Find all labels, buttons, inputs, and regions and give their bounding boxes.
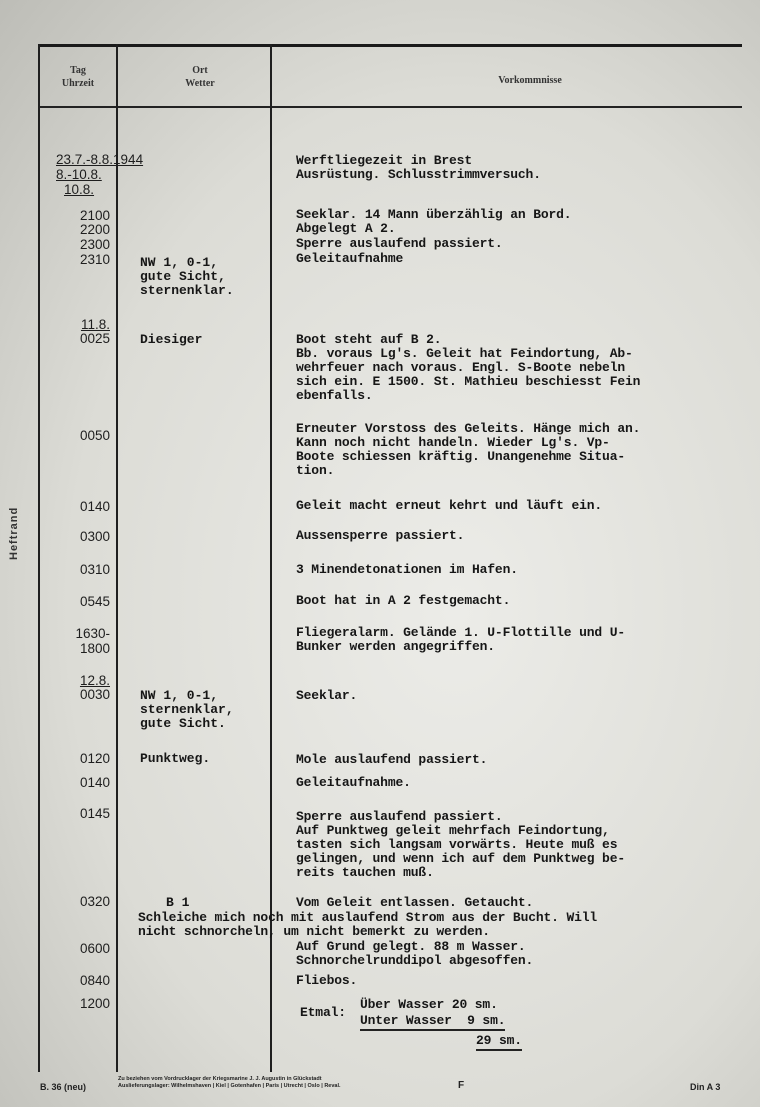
entry-time: 0320	[79, 894, 110, 909]
entry-time: 0030	[79, 687, 110, 702]
header-time: Uhrzeit	[61, 78, 95, 89]
entry-time: 2310	[79, 252, 110, 267]
entry-time: 0050	[79, 428, 110, 443]
form-mark: F	[458, 1080, 465, 1091]
entry-event: Abgelegt A 2.	[296, 221, 396, 236]
entry-date: 12.8.	[79, 673, 110, 688]
entry-event: Mole auslaufend passiert.	[296, 752, 488, 767]
entry-event: Boot hat in A 2 festgemacht.	[296, 593, 511, 608]
entry-date-range: 23.7.-8.8.1944	[56, 152, 144, 167]
form-publisher	[118, 1076, 458, 1090]
etmal-label: Etmal:	[300, 1005, 346, 1020]
entry-time: 0140	[79, 499, 110, 514]
entry-weather: Diesiger	[140, 332, 203, 347]
entry-event: Auf Grund gelegt. 88 m Wasser. Schnorchelrunddipol abgesoffen.	[296, 939, 534, 968]
entry-event: Fliegeralarm. Gelände 1. U-Flottille und U- Bunker werden angegriffen.	[296, 625, 626, 654]
header-place: Ort	[192, 65, 208, 76]
entry-date: 11.8.	[80, 317, 110, 332]
entry-time: 0310	[79, 562, 110, 577]
entry-time: 1630-	[75, 626, 110, 641]
etmal-surface: Über Wasser 20 sm.	[360, 997, 498, 1012]
entry-event: Sperre auslaufend passiert.	[296, 236, 503, 251]
entry-event: Fliebos.	[296, 973, 358, 988]
entry-time: 0300	[79, 529, 110, 544]
entry-time: 1200	[79, 996, 110, 1011]
entry-time: 2100	[79, 208, 110, 223]
entry-event: Werftliegezeit in Brest Ausrüstung. Schlusstrimmversuch.	[296, 153, 541, 182]
entry-date: 10.8.	[64, 182, 95, 197]
entry-grid-square: B 1	[166, 895, 190, 910]
entry-weather: NW 1, 0-1, gute Sicht, sternenklar.	[140, 255, 234, 298]
entry-event: 3 Minendetonationen im Hafen.	[296, 562, 518, 577]
paper-format: Din A 3	[690, 1082, 721, 1092]
entry-date-range-2: 8.-10.8.	[56, 167, 102, 182]
header-rule	[38, 106, 742, 108]
form-number: B. 36 (neu)	[40, 1082, 87, 1092]
entry-event: Geleitaufnahme	[296, 251, 404, 266]
header-weather: Wetter	[185, 78, 215, 89]
entry-weather: Punktweg.	[140, 751, 211, 766]
entry-event: Geleit macht erneut kehrt und läuft ein.	[296, 498, 603, 513]
entry-time: 0545	[79, 594, 110, 609]
etmal-total: 29 sm.	[476, 1034, 522, 1051]
entry-time: 2300	[79, 237, 110, 252]
entry-event: Seeklar. 14 Mann überzählig an Bord.	[296, 207, 572, 222]
entry-event: Aussensperre passiert.	[296, 528, 465, 543]
entry-time: 0140	[79, 775, 110, 790]
entry-time: 2200	[79, 222, 110, 237]
entry-time: 0120	[79, 751, 110, 766]
header-day: Tag	[70, 65, 86, 76]
entry-event: Boot steht auf B 2. Bb. voraus Lg's. Geleit hat Feindortung, Ab- wehrfeuer nach voraus. Engl. S-Boote nebeln sich ein. E 1500. St. Mathieu beschiesst Fein ebenfalls.	[296, 332, 641, 403]
entry-time: 0145	[79, 806, 110, 821]
header-place-weather	[160, 64, 240, 90]
entry-event: Seeklar.	[296, 688, 358, 703]
wide-note: Schleiche mich noch mit auslaufend Strom aus der Bucht. Will nicht schnorcheln, um nicht bemerkt zu werden.	[138, 910, 598, 939]
entry-weather: NW 1, 0-1, sternenklar, gute Sicht.	[140, 688, 234, 731]
entry-event: Erneuter Vorstoss des Geleits. Hänge mich an. Kann noch nicht handeln. Wieder Lg's. Vp- Boote schiessen kräftig. Unangenehme Situa- tion.	[296, 421, 641, 478]
publisher-line-1: Zu beziehen vom Vordrucklager der Kriegsmarine J. J. Augustin in Glückstadt	[118, 1076, 322, 1082]
etmal-submerged: Unter Wasser 9 sm.	[360, 1014, 505, 1031]
col-divider-1	[116, 44, 118, 1072]
entry-time: 0840	[79, 973, 110, 988]
binding-margin-label: Heftrand	[8, 506, 20, 560]
header-day-time	[50, 64, 106, 90]
entry-event: Vom Geleit entlassen. Getaucht.	[296, 895, 534, 910]
entry-time-end: 1800	[79, 641, 110, 656]
top-border	[38, 44, 742, 47]
header-events: Vorkommnisse	[498, 75, 562, 86]
entry-event: Geleitaufnahme.	[296, 775, 411, 790]
entry-event: Sperre auslaufend passiert. Auf Punktweg geleit mehrfach Feindortung, tasten sich langsam vorwärts. Heute muß es gelingen, und wenn ich auf dem Punktweg be- reits tauchen muß.	[296, 809, 626, 880]
publisher-line-2: Auslieferungslager: Wilhelmshaven | Kiel | Gotenhafen | Paris | Utrecht | Oslo | Reval.	[118, 1083, 341, 1089]
left-border	[38, 44, 40, 1072]
entry-time: 0600	[79, 941, 110, 956]
entry-time: 0025	[79, 331, 110, 346]
